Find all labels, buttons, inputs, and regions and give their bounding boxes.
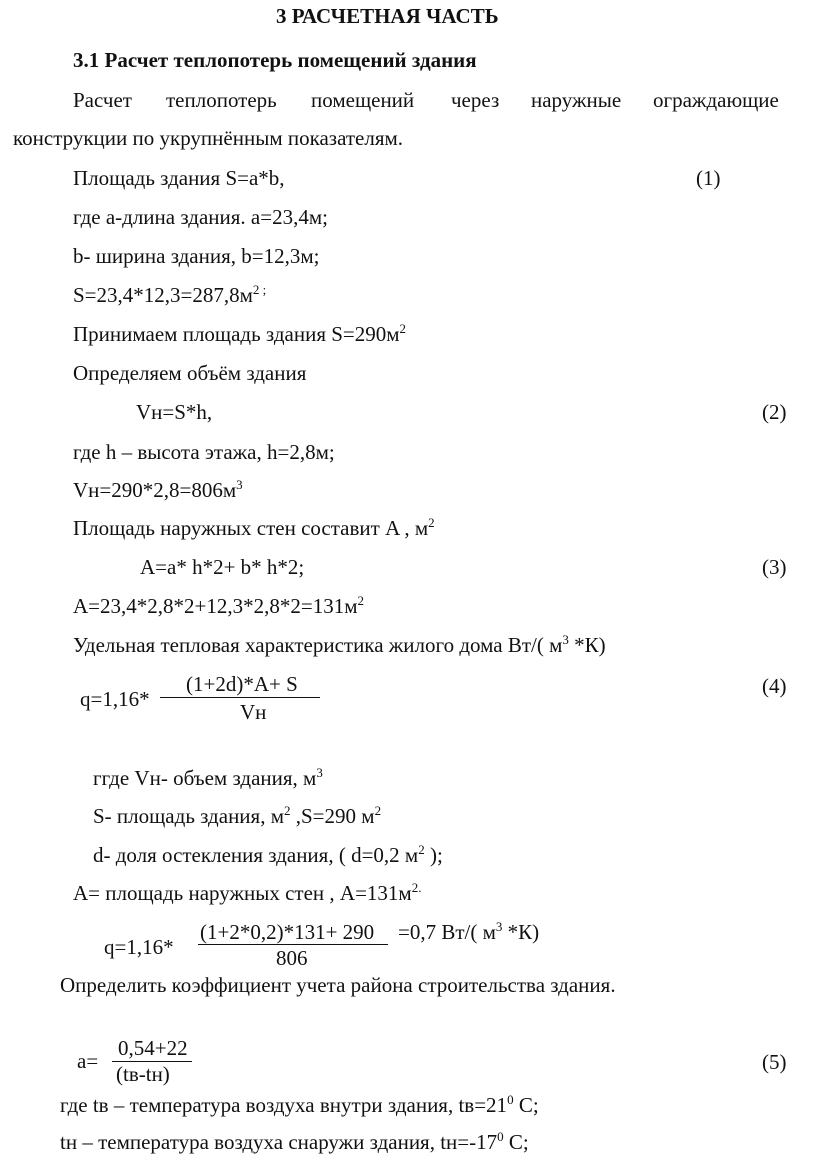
inside-temperature-definition: где tв – температура воздуха внутри здания, $tв=21^0$ С;: [60, 1092, 539, 1117]
intro-word: теплопотерь: [166, 88, 277, 112]
intro-line-2: конструкции по укрупнённым показателям.: [13, 126, 404, 150]
area-formula: Площадь здания S=a*b,: [73, 166, 285, 190]
area-variable-definition: S- площадь здания, $м^2$ ,S=290 $м^2$: [93, 803, 382, 828]
calc-lhs: q=1,16*: [104, 935, 174, 959]
equation-number-3: (3): [762, 555, 787, 579]
formula-4-denominator: Vн: [240, 700, 267, 724]
equation-number-5: (5): [762, 1050, 787, 1074]
volume-heading: Определяем объём здания: [73, 361, 307, 385]
outside-temperature-definition: tн – температура воздуха снаружи здания, $tн=-17^0$ С;: [60, 1129, 529, 1154]
width-definition: b- ширина здания, b=12,3м;: [73, 244, 320, 268]
walls-formula: A=a* h*2+ b* h*2;: [140, 555, 305, 579]
accepted-area: Принимаем площадь здания $S=290м^2$: [73, 321, 407, 346]
fraction-bar: [160, 697, 320, 698]
volume-calculation: $Vн=290*2,8=806м^3$: [73, 477, 243, 502]
equation-number-4: (4): [762, 674, 787, 698]
equation-number-1: (1): [696, 166, 721, 190]
height-definition: где h – высота этажа, h=2,8м;: [73, 440, 335, 464]
intro-word: через: [451, 88, 500, 112]
walls-area-heading: Площадь наружных стен составит A , $м^2$: [73, 515, 435, 540]
length-definition: где а-длина здания. а=23,4м;: [73, 205, 328, 229]
specific-characteristic-heading: Удельная тепловая характеристика жилого дома Вт/( $м^3$ *К): [73, 632, 606, 657]
coefficient-heading: Определить коэффициент учета района строительства здания.: [60, 973, 616, 997]
section-heading: 3 РАСЧЕТНАЯ ЧАСТЬ: [276, 4, 499, 28]
formula-5-denominator: (tв-tн): [116, 1062, 170, 1086]
glazing-variable-definition: d- доля остекления здания, ( d=0,2 $м^2$ );: [93, 842, 443, 867]
formula-4-lhs: q=1,16*: [80, 687, 150, 711]
fraction-bar: [198, 944, 388, 945]
formula-4-numerator: (1+2d)*A+ S: [186, 672, 298, 696]
volume-formula: Vн=S*h,: [136, 400, 213, 424]
formula-5-numerator: 0,54+22: [118, 1036, 188, 1060]
intro-word: помещений: [311, 88, 415, 112]
intro-word: ограждающие: [653, 88, 779, 112]
area-calculation: $S=23,4*12,3=287,8м^{2 ;}$: [73, 282, 267, 307]
volume-variable-definition: ггде Vн- объем здания, $м^3$: [93, 765, 323, 790]
calc-denominator: 806: [276, 946, 308, 970]
formula-5-lhs: a=: [77, 1049, 99, 1073]
walls-variable-definition: А= площадь наружных стен , $А=131м^{2.}$: [73, 880, 422, 905]
calc-numerator: (1+2*0,2)*131+ 290: [200, 920, 375, 944]
subsection-heading: 3.1 Расчет теплопотерь помещений здания: [73, 48, 477, 72]
intro-word: наружные: [531, 88, 622, 112]
intro-word: Расчет: [73, 88, 132, 112]
walls-calculation: $A=23,4*2,8*2+12,3*2,8*2=131м^2$: [73, 593, 364, 618]
calc-result: =0,7 Вт/( $м^3$ *К): [398, 919, 540, 944]
equation-number-2: (2): [762, 400, 787, 424]
